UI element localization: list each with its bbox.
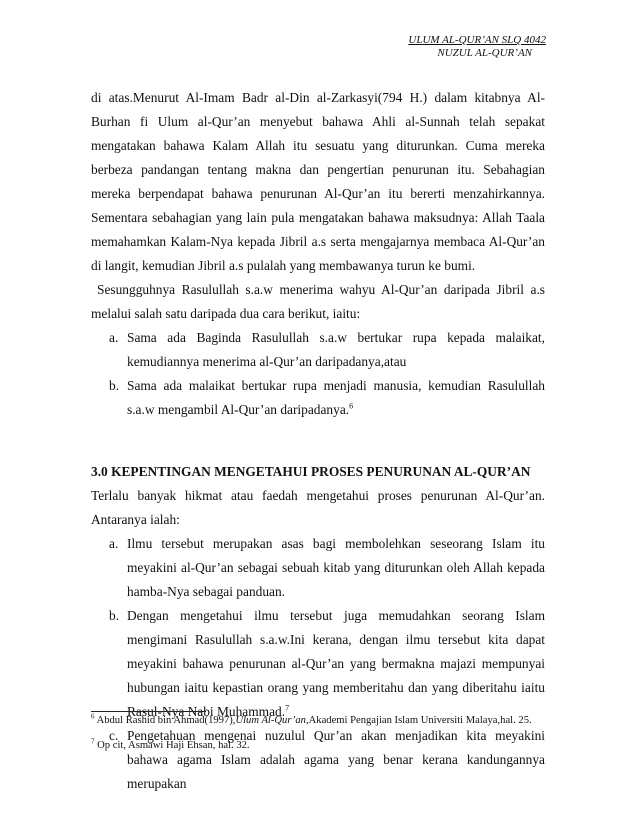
body-paragraph: Sesungguhnya Rasulullah s.a.w menerima wahyu Al-Qur’an daripada Jibril a.s melalui salah satu daripada dua cara berikut, iaitu: [91, 282, 545, 321]
header-topic: NUZUL AL-QUR’AN [437, 47, 532, 59]
section-heading: 3.0 KEPENTINGAN MENGETAHUI PROSES PENURUNAN AL-QUR’AN [91, 464, 531, 479]
footnote-text: Abdul Rashid bin Ahmad(1997), [94, 715, 236, 726]
list-item [91, 604, 545, 724]
body-paragraph: di atas.Menurut Al-Imam Badr al-Din al-Zarkasyi(794 H.) dalam kitabnya Al-Burhan fi Ulum al-Qur’an menyebut bahawa Ahli al-Sunnah telah sepakat mengatakan bahawa Kalam Allah itu sesuatu yang diturunkan. Cuma mereka berbeza pandangan tentang makna dan pengertian penurunan itu. Sebahagian mereka berpendapat bahawa penurunan Al-Qur’an itu bererti menzahirkannya. Sementara sebahagian yang lain pula mengatakan bahawa maksudnya: Allah Taala memahamkan Kalam-Nya kepada Jibril a.s serta mengajarnya membaca Al-Qur’an di langit, kemudian Jibril a.s pulalah yang membawanya turun ke bumi. [91, 90, 545, 273]
footnote-number: 7 [91, 737, 95, 746]
list-marker: a. [109, 330, 119, 345]
list-item [91, 326, 545, 374]
list-item-text: Ilmu tersebut merupakan asas bagi membolehkan seseorang Islam itu meyakini al-Qur’an sebagai sebuah kitab yang diturunkan oleh Allah kepada hamba-Nya sebagai panduan. [127, 536, 545, 599]
footnote-text-rest: ,Akademi Pengajian Islam Universiti Malaya,hal. 25. [305, 715, 532, 726]
list-marker: b. [109, 378, 120, 393]
list-item-text: Sama ada Baginda Rasulullah s.a.w bertukar rupa kepada malaikat, kemudiannya menerima al-Qur’an daripadanya,atau [127, 330, 545, 369]
footnote [91, 714, 561, 727]
method-list [91, 326, 545, 422]
list-marker: c. [109, 728, 119, 743]
list-item [91, 532, 545, 604]
list-item-text: Sama ada malaikat bertukar rupa menjadi manusia, kemudian Rasulullah s.a.w mengambil Al-Qur’an daripadanya. [127, 378, 545, 417]
list-marker: b. [109, 608, 120, 623]
footnote-number: 6 [91, 712, 95, 721]
list-item-text: Pengetahuan mengenai nuzulul Qur’an akan menjadikan kita meyakini bahawa agama Islam adalah agama yang benar kerana kandungannya merupakan [127, 728, 545, 791]
footnotes [91, 714, 561, 764]
body-paragraph: Terlalu banyak hikmat atau faedah mengetahui proses penurunan Al-Qur’an. Antaranya ialah: [91, 488, 545, 527]
footnote-text: Op cit, Asmawi Haji Ehsan, hal. 32. [94, 740, 250, 751]
section-spacer [91, 422, 545, 460]
footnote-ref[interactable]: 7 [285, 703, 290, 713]
running-header [408, 34, 546, 60]
footnote-title: Ulum Al-Qur’an [235, 715, 306, 726]
footnote [91, 739, 561, 752]
footnote-divider [91, 711, 206, 712]
header-course-code: ULUM AL-QUR’AN SLQ 4042 [408, 34, 546, 46]
list-marker: a. [109, 536, 119, 551]
list-item [91, 374, 545, 422]
page-body [91, 86, 545, 796]
list-item-text: Dengan mengetahui ilmu tersebut juga memudahkan seorang Islam mengimani Rasulullah s.a.w.Ini kerana, dengan ilmu tersebut kita dapat meyakini bahawa penurunan al-Qur’an yang bermakna majazi mempunyai hubungan iaitu kepastian orang yang memberitahu dan yang diberitahu iaitu Rasul-Nya Nabi Muhammad. [127, 608, 545, 719]
footnote-ref[interactable]: 6 [349, 401, 354, 411]
